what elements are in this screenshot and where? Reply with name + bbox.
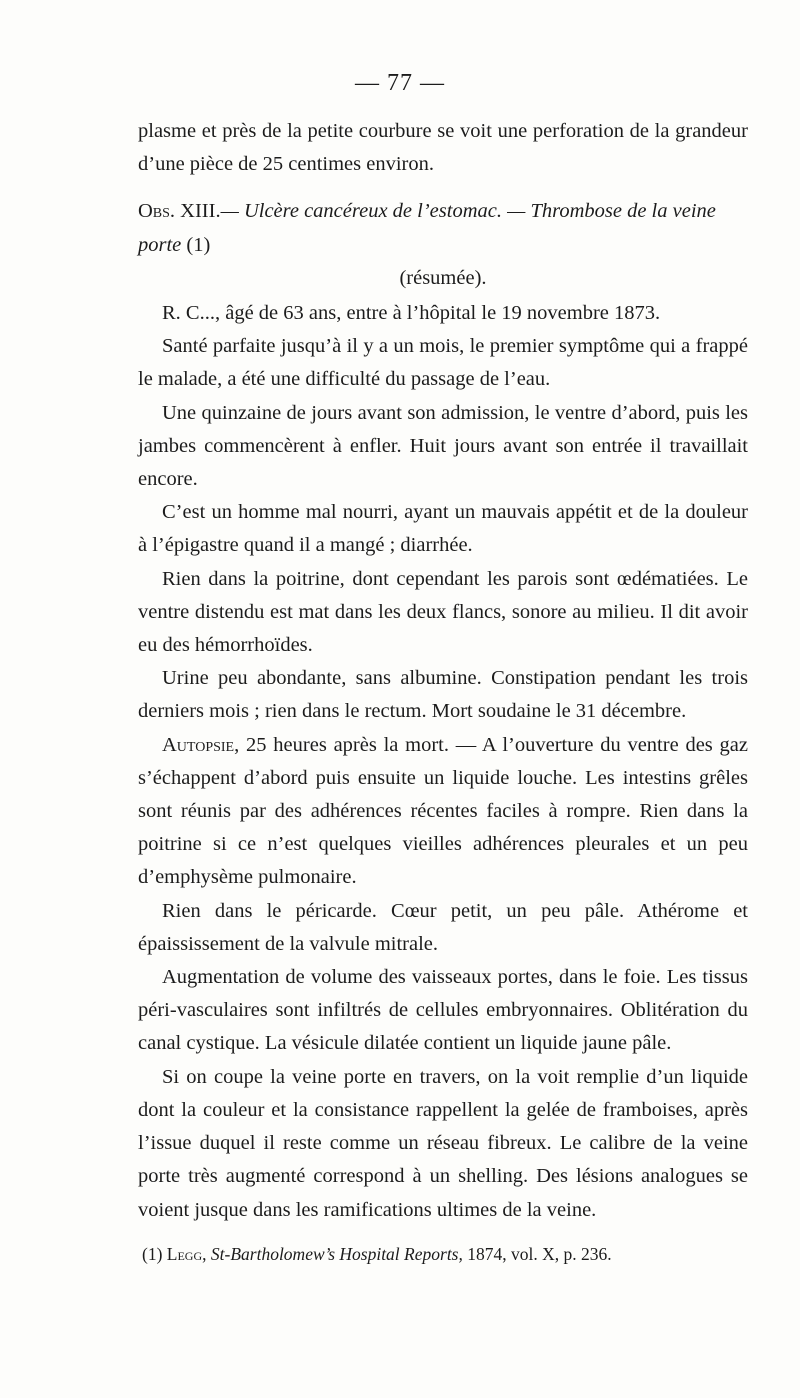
footnote-number: (1)	[142, 1243, 163, 1264]
body-text	[138, 115, 748, 1267]
intro-paragraph: plasme et près de la petite courbure se voit une perforation de la grandeur d’une pièce de 25 centimes environ.	[138, 120, 748, 176]
footnote-author: Legg,	[166, 1243, 207, 1264]
observation-title: — Ulcère cancéreux de l’estomac. — Thrombose de la veine porte	[138, 200, 716, 256]
observation-subtitle: (résumée).	[399, 266, 487, 289]
paragraph-patient: R. C..., âgé de 63 ans, entre à l’hôpital le 19 novembre 1873.	[162, 302, 661, 325]
paragraph-portal-vein: Si on coupe la veine porte en travers, on la voit remplie d’un liquide dont la couleur et la consistance rappellent la gelée de framboises, après l’issue duquel il reste comme un réseau fibreux. Le calibre de la veine porte très augmenté correspond à un shelling. Des lésions analogues se voient jusque dans les ramifications ultimes de la veine.	[138, 1065, 748, 1221]
footnote	[138, 1241, 748, 1267]
footnote-details: 1874, vol. X, p. 236.	[467, 1243, 612, 1264]
paragraph-swelling: Une quinzaine de jours avant son admission, le ventre d’abord, puis les jambes commencèrent à enfler. Huit jours avant son entrée il travaillait encore.	[138, 401, 748, 491]
autopsy-text: 25 heures après la mort. — A l’ouverture du ventre des gaz s’échappent d’abord puis ensuite un liquide louche. Les intestins grêles sont réunis par des adhérences récentes faciles à rompre. Rien dans la poitrine si ce n’est quelques vieilles adhérences pleurales et un peu d’emphysème pulmonaire.	[138, 733, 748, 889]
footnote-source: St-Bartholomew’s Hospital Reports,	[210, 1243, 463, 1264]
paragraph-chest: Rien dans la poitrine, dont cependant les parois sont œdématiées. Le ventre distendu est mat dans les deux flancs, sonore au milieu. Il dit avoir eu des hémorrhoïdes.	[138, 567, 748, 657]
paragraph-pericardium: Rien dans le péricarde. Cœur petit, un peu pâle. Athérome et épaississement de la valvule mitrale.	[138, 899, 748, 955]
autopsy-label: Autopsie,	[162, 733, 240, 756]
observation-number: Obs. XIII.	[138, 200, 221, 223]
paragraph-autopsy	[138, 729, 748, 895]
observation-heading	[138, 195, 748, 261]
page-number: — 77 —	[355, 70, 445, 96]
paragraph-urine: Urine peu abondante, sans albumine. Constipation pendant les trois derniers mois ; rien dans le rectum. Mort soudaine le 31 décembre.	[138, 667, 748, 723]
footnote-reference: (1)	[186, 233, 211, 256]
paragraph-nutrition: C’est un homme mal nourri, ayant un mauvais appétit et de la douleur à l’épigastre quand il a mangé ; diarrhée.	[138, 501, 748, 557]
paragraph-vessels: Augmentation de volume des vaisseaux portes, dans le foie. Les tissus péri-vasculaires sont infiltrés de cellules embryonnaires. Oblitération du canal cystique. La vésicule dilatée contient un liquide jaune pâle.	[138, 966, 748, 1055]
paragraph-health: Santé parfaite jusqu’à il y a un mois, le premier symptôme qui a frappé le malade, a été une difficulté du passage de l’eau.	[138, 335, 748, 391]
